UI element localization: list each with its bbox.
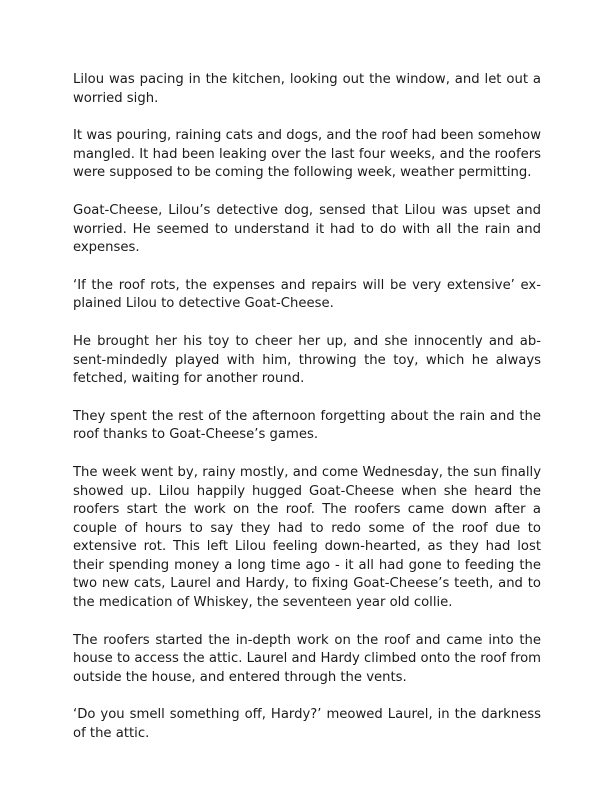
paragraph-3: Goat-Cheese, Lilou’s detective dog, sensed that Lilou was upset and worried. He seemed to understand it had to do with all the rain and expenses. bbox=[73, 202, 541, 256]
paragraph-2: It was pouring, raining cats and dogs, and the roof had been somehow mangled. It had been leaking over the last four weeks, and the roofers were supposed to be coming the following week, weather permitting. bbox=[73, 128, 541, 181]
paragraph-6: They spent the rest of the afternoon forgetting about the rain and the roof thanks to Goat-Cheese’s games. bbox=[73, 408, 541, 443]
paragraph-5: He brought her his toy to cheer her up, and she innocently and absent-mindedly played with him, throwing the toy, which he always fetched, waiting for another round. bbox=[73, 333, 541, 387]
paragraph-9: ‘Do you smell something off, Hardy?’ meowed Laurel, in the darkness of the attic. bbox=[73, 707, 541, 742]
paragraph-7: The week went by, rainy mostly, and come Wednesday, the sun finally showed up. Lilou happily hugged Goat-Cheese when she heard the roofers start the work on the roof. The roofers came down after a couple of hours to say they had to redo some of the roof due to extensive rot. This left Lilou feeling down-hearted, as they had lost their spending money a long time ago - it all had gone to feeding the two new cats, Laurel and Hardy, to fixing Goat-Cheese’s teeth, and to the medication of Whiskey, the seventeen year old collie. bbox=[73, 464, 541, 611]
paragraph-4: ‘If the roof rots, the expenses and repairs will be very extensive’ explained Lilou to detective Goat-Cheese. bbox=[73, 277, 541, 312]
paragraph-1: Lilou was pacing in the kitchen, looking out the window, and let out a worried sigh. bbox=[73, 72, 541, 106]
paragraph-8: The roofers started the in-depth work on the roof and came into the house to access the attic. Laurel and Hardy climbed onto the roof from outside the house, and entered through the vents. bbox=[73, 632, 541, 685]
story-text bbox=[73, 71, 541, 763]
